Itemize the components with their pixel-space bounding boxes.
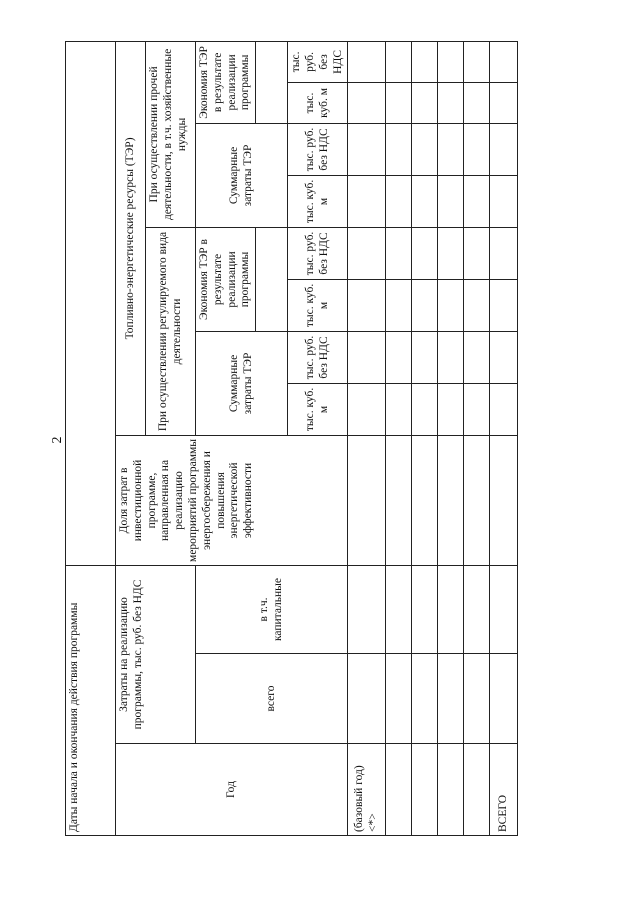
table-cell — [464, 227, 490, 279]
table-cell — [438, 654, 464, 744]
row-label-total: ВСЕГО — [490, 744, 518, 836]
table-cell — [490, 41, 518, 82]
header-savings-ter-other: Экономия ТЭР в результате реализации программы — [196, 41, 256, 123]
table-cell — [412, 82, 438, 123]
table-cell — [412, 744, 438, 836]
rotated-table-container — [65, 42, 509, 836]
header-savings-ter-regulated: Экономия ТЭР в результате реализации программы — [196, 227, 256, 331]
table-cell — [386, 435, 412, 565]
energy-program-table — [65, 41, 518, 836]
table-cell — [438, 123, 464, 175]
table-cell — [438, 435, 464, 565]
table-cell — [412, 565, 438, 653]
unit-money-3: тыс. руб. без НДС — [288, 123, 348, 175]
table-cell — [348, 41, 386, 82]
table-cell — [438, 279, 464, 331]
page-number: 2 — [50, 436, 65, 444]
table-cell — [464, 435, 490, 565]
table-cell — [386, 41, 412, 82]
table-cell — [438, 41, 464, 82]
table-cell — [348, 565, 386, 653]
table-cell — [348, 82, 386, 123]
table-cell — [438, 82, 464, 123]
table-frame — [65, 42, 509, 836]
table-cell — [438, 565, 464, 653]
header-regulated: При осуществлении регулируемого вида деятельности — [146, 227, 196, 435]
header-ter: Топливно-энергетические ресурсы (ТЭР) — [116, 41, 146, 435]
header-total-ter-regulated: Суммарные затраты ТЭР — [196, 331, 288, 435]
unit-money-2: тыс. руб. без НДС — [288, 227, 348, 279]
table-row — [438, 41, 464, 835]
header-savings-ter-other-cont — [256, 41, 288, 123]
table-cell — [490, 565, 518, 653]
table-cell — [386, 744, 412, 836]
table-cell — [386, 565, 412, 653]
table-cell — [490, 331, 518, 383]
table-cell — [412, 279, 438, 331]
table-cell — [348, 435, 386, 565]
header-costs: Затраты на реализацию программы, тыс. руб. без НДС — [116, 565, 196, 743]
table-cell — [490, 279, 518, 331]
table-cell — [348, 175, 386, 227]
unit-money-1: тыс. руб. без НДС — [288, 331, 348, 383]
table-cell — [464, 383, 490, 435]
table-cell — [412, 331, 438, 383]
table-row-total — [490, 41, 518, 835]
table-cell — [386, 279, 412, 331]
table-cell — [464, 654, 490, 744]
table-cell — [412, 41, 438, 82]
table-cell — [490, 227, 518, 279]
table-cell — [490, 654, 518, 744]
table-cell — [490, 175, 518, 227]
table-cell — [348, 279, 386, 331]
table-cell — [490, 82, 518, 123]
header-costs-capital: в т.ч. капитальные — [196, 565, 348, 653]
table-cell — [438, 383, 464, 435]
header-costs-total: всего — [196, 654, 348, 744]
table-cell — [386, 654, 412, 744]
table-cell — [464, 331, 490, 383]
header-total-ter-other: Суммарные затраты ТЭР — [196, 123, 288, 227]
table-cell — [438, 331, 464, 383]
table-row — [412, 41, 438, 835]
table-cell — [438, 744, 464, 836]
table-cell — [464, 279, 490, 331]
unit-volume-2: тыс. куб. м — [288, 279, 348, 331]
header-year: Год — [116, 744, 348, 836]
table-cell — [386, 383, 412, 435]
table-cell — [386, 175, 412, 227]
header-share: Доля затрат в инвестиционной программе, направленная на реализацию мероприятий программы энергосбережения и повышения энергетической эффективности — [116, 435, 348, 565]
table-cell — [348, 383, 386, 435]
table-cell — [464, 123, 490, 175]
header-row-1 — [116, 41, 146, 835]
table-cell — [464, 744, 490, 836]
row-label-base-year: (базовый год) <*> — [348, 744, 386, 836]
table-cell — [438, 175, 464, 227]
table-cell — [412, 435, 438, 565]
table-cell — [412, 383, 438, 435]
dates-row — [66, 41, 116, 835]
table-cell — [386, 123, 412, 175]
unit-volume-3: тыс. куб. м — [288, 175, 348, 227]
table-cell — [464, 41, 490, 82]
table-cell — [438, 227, 464, 279]
dates-value-cell — [66, 41, 116, 565]
dates-header-cell: Даты начала и окончания действия программы — [66, 565, 116, 835]
table-cell — [386, 82, 412, 123]
table-cell — [348, 123, 386, 175]
unit-money-4: тыс. руб. без НДС — [288, 41, 348, 82]
table-cell — [348, 331, 386, 383]
table-cell — [464, 82, 490, 123]
table-cell — [490, 383, 518, 435]
table-cell — [464, 565, 490, 653]
table-cell — [412, 123, 438, 175]
table-row — [464, 41, 490, 835]
table-cell — [412, 227, 438, 279]
table-cell — [490, 435, 518, 565]
table-cell — [386, 227, 412, 279]
table-cell — [386, 331, 412, 383]
header-savings-ter-regulated-cont — [256, 227, 288, 331]
unit-volume-1: тыс. куб. м — [288, 383, 348, 435]
table-row — [386, 41, 412, 835]
table-cell — [412, 175, 438, 227]
table-row — [348, 41, 386, 835]
table-cell — [348, 227, 386, 279]
table-cell — [348, 654, 386, 744]
table-cell — [464, 175, 490, 227]
table-cell — [412, 654, 438, 744]
table-cell — [490, 123, 518, 175]
header-other: При осуществлении прочей деятельности, в т.ч. хозяйственные нужды — [146, 41, 196, 227]
unit-volume-4: тыс. куб. м — [288, 82, 348, 123]
